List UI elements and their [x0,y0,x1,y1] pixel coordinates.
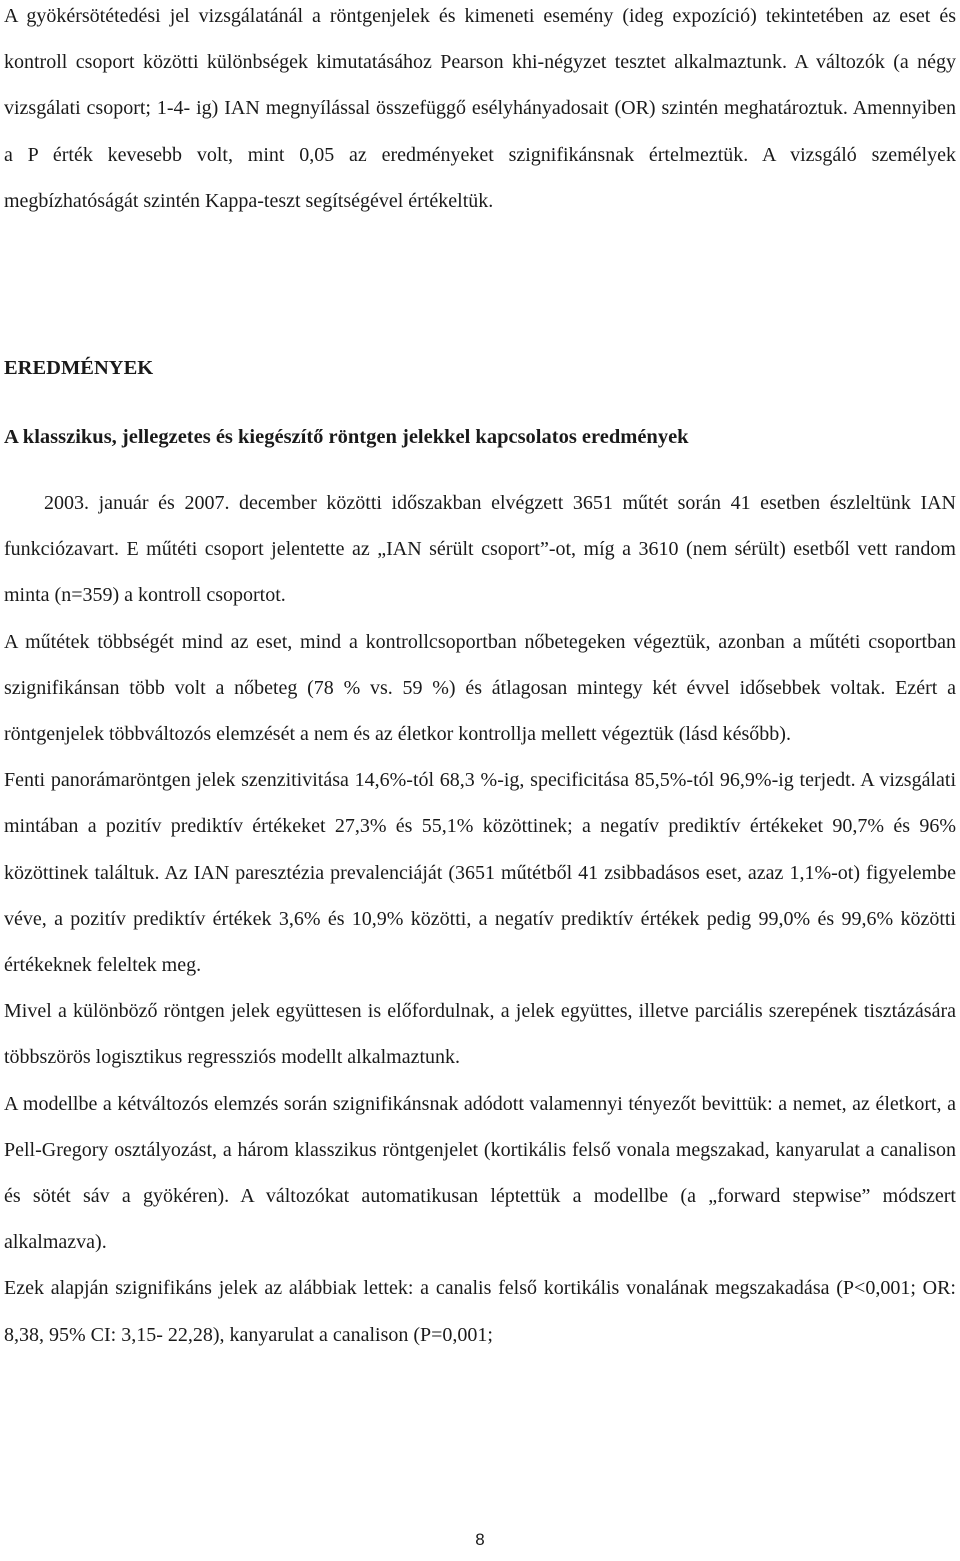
section-heading: EREDMÉNYEK [4,357,154,379]
page-number: 8 [475,1530,485,1549]
paragraph-6: Ezek alapján szignifikáns jelek az alábbiak lettek: a canalis felső kortikális vonalának megszakadása (P<0,001; OR: 8,38, 95% CI: 3,15- 22,28), kanyarulat a canalison (P=0,001; [4,1277,956,1346]
paragraph-3: Fenti panorámaröntgen jelek szenzitivitása 14,6%-tól 68,3 %-ig, specificitása 85,5%-tól 96,9%-ig terjedt. A vizsgálati mintában a pozitív prediktív értékeket 27,3% és 55,1% közöttinek; a negatív prediktív értékeket 90,7% és 96% közöttinek találtuk. Az IAN paresztézia prevalenciáját (3651 műtétből 41 zsibbadásos eset, azaz 1,1%-ot) figyelembe véve, a pozitív prediktív értékek 3,6% és 10,9% közötti, a negatív prediktív értékek pedig 99,0% és 99,6% közötti értékeknek feleltek meg. [4,769,956,977]
results-text [4,480,956,1358]
subsection-heading: A klasszikus, jellegzetes és kiegészítő röntgen jelekkel kapcsolatos eredmények [4,426,689,448]
paragraph-1: 2003. január és 2007. december közötti időszakban elvégzett 3651 műtét során 41 esetben észleltünk IAN funkciózavart. E műtéti csoport jelentette az „IAN sérült csoport”-ot, míg a 3610 (nem sérült) esetből vett random minta (n=359) a kontroll csoportot. [4,492,956,607]
intro-paragraph: A gyökérsötétedési jel vizsgálatánál a röntgenjelek és kimeneti esemény (ideg expozíció) tekintetében az eset és kontroll csoport közötti különbségek kimutatásához Pearson khi-négyzet tesztet alkalmaztunk. A változók (a négy vizsgálati csoport; 1-4- ig) IAN megnyílással összefüggő esélyhányadosait (OR) szintén meghatároztuk. Amennyiben a P érték kevesebb volt, mint 0,05 az eredményeket szignifikánsnak értelmeztük. A vizsgáló személyek megbízhatóságát szintén Kappa-teszt segítségével értékeltük. [4,5,956,212]
paragraph-5: A modellbe a kétváltozós elemzés során szignifikánsnak adódott valamennyi tényezőt bevittük: a nemet, az életkort, a Pell-Gregory osztályozást, a három klasszikus röntgenjelet (kortikális felső vonala megszakad, kanyarulat a canalison és sötét sáv a gyökéren). A változókat automatikusan léptettük a modellbe (a „forward stepwise” módszert alkalmazva). [4,1092,956,1254]
paragraph-2: A műtétek többségét mind az eset, mind a kontrollcsoportban nőbetegeken végeztük, azonban a műtéti csoportban szignifikánsan több volt a nőbeteg (78 % vs. 59 %) és átlagosan mintegy két évvel idősebbek voltak. Ezért a röntgenjelek többváltozós elemzését a nem és az életkor kontrollja mellett végeztük (lásd később). [4,630,956,746]
paragraph-4: Mivel a különböző röntgen jelek együttesen is előfordulnak, a jelek együttes, illetve parciális szerepének tisztázására többszörös logisztikus regressziós modellt alkalmaztunk. [4,1000,956,1069]
